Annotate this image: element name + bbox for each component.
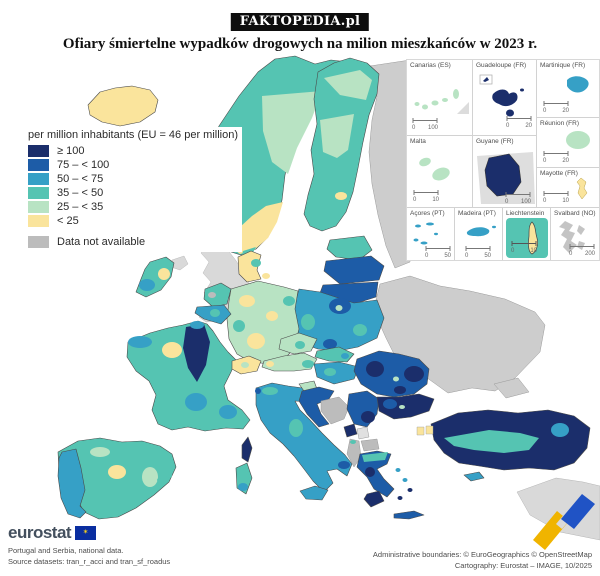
inset-svalbard bbox=[551, 208, 599, 260]
inset-reunion bbox=[537, 118, 599, 168]
legend-swatch bbox=[28, 201, 49, 213]
map-region-germany-center bbox=[266, 311, 278, 321]
reunion-island bbox=[563, 128, 595, 152]
map-region-albania-north bbox=[350, 440, 356, 444]
scale-bar: 0 20 bbox=[543, 108, 569, 114]
map-region-czechia-east bbox=[295, 341, 305, 349]
map-region-aegean-2 bbox=[403, 478, 408, 482]
inset-guyane bbox=[473, 136, 537, 208]
map-region-balearic-2 bbox=[166, 474, 172, 478]
map-region-finland-south bbox=[335, 192, 347, 200]
faktopedia-badge: FAKTOPEDIA.pl bbox=[231, 13, 369, 31]
page-title: Ofiary śmiertelne wypadków drogowych na milion mieszkańców w 2023 r. bbox=[62, 36, 538, 52]
map-region-latvia bbox=[324, 256, 384, 284]
legend-label: 50 – < 75 bbox=[57, 173, 104, 185]
map-region-austria-west bbox=[266, 361, 274, 367]
scale-bar: 0 10 bbox=[543, 198, 569, 204]
map-region-kosovo bbox=[357, 427, 369, 439]
map-region-cyprus bbox=[464, 472, 484, 481]
map-region-romania-west bbox=[366, 361, 384, 377]
map-region-france-southeast bbox=[219, 405, 237, 419]
map-region-spain-north bbox=[90, 447, 110, 457]
map-region-serbia bbox=[347, 391, 379, 427]
map-region-austria-east bbox=[302, 360, 314, 368]
mayotte-island bbox=[573, 176, 593, 202]
map-region-aegean-1 bbox=[396, 468, 401, 472]
legend-swatch bbox=[28, 173, 49, 185]
map-region-italy-nw bbox=[255, 388, 261, 394]
scale-bar: 0 20 bbox=[543, 158, 569, 164]
madeira-island bbox=[461, 222, 499, 244]
scale-bar: 0 50 bbox=[465, 253, 491, 259]
inset-panel bbox=[407, 60, 599, 260]
legend-swatch bbox=[28, 215, 49, 227]
map-region-denmark-east bbox=[251, 259, 261, 267]
legend-label: Data not available bbox=[57, 236, 146, 248]
legend-item bbox=[28, 173, 238, 185]
martinique-island bbox=[559, 72, 595, 98]
footer-note-1: Portugal and Serbia, national data. bbox=[8, 546, 124, 555]
map-region-sofia bbox=[399, 405, 405, 409]
scale-bar: 0 10 bbox=[413, 197, 439, 203]
legend-swatch bbox=[28, 159, 49, 171]
map-region-france-brittany bbox=[128, 336, 152, 348]
inset-label: Guadeloupe (FR) bbox=[476, 62, 527, 69]
map-region-aegean-3 bbox=[408, 488, 413, 492]
map-region-germany-east bbox=[283, 296, 295, 306]
map-region-france-paris bbox=[162, 342, 182, 358]
map-region-istanbul-1 bbox=[417, 427, 424, 435]
footer-notes bbox=[8, 545, 170, 567]
eurostat-wordmark: eurostat bbox=[8, 523, 72, 542]
map-region-istanbul-2 bbox=[426, 426, 433, 434]
scale-bar: 0 200 bbox=[569, 251, 595, 257]
legend-item bbox=[28, 159, 238, 171]
map-region-romania-south bbox=[394, 386, 406, 394]
map-region-balearic-1 bbox=[157, 478, 163, 482]
map-region-belgium-center bbox=[210, 309, 220, 317]
map-region-turkey-east bbox=[551, 423, 569, 437]
scale-bar: 0 50 bbox=[425, 253, 451, 259]
map-region-iceland bbox=[88, 86, 158, 126]
map-region-spain-east bbox=[142, 467, 158, 487]
inset-malta bbox=[407, 136, 473, 208]
footer-credit-1: Administrative boundaries: © EuroGeographics © OpenStreetMap bbox=[372, 550, 592, 559]
legend-item bbox=[28, 201, 238, 213]
malta-islands bbox=[415, 154, 465, 186]
map-region-bucharest bbox=[393, 377, 399, 382]
legend-label: < 25 bbox=[57, 215, 79, 227]
inset-canarias bbox=[407, 60, 473, 136]
map-region-denmark-island bbox=[262, 273, 270, 279]
map-region-greece-west bbox=[365, 467, 375, 477]
eu-flag-icon: ✶ bbox=[75, 526, 96, 540]
inset-label: Madeira (PT) bbox=[458, 210, 496, 217]
map-region-hungary-center bbox=[324, 368, 336, 376]
map-region-montenegro bbox=[344, 424, 357, 437]
map-region-romania-east bbox=[404, 366, 424, 382]
inset-label: Svalbard (NO) bbox=[554, 210, 596, 217]
inset-liechtenstein bbox=[503, 208, 551, 260]
map-region-crete bbox=[394, 511, 424, 519]
legend-swatch bbox=[28, 187, 49, 199]
map-region-poland-west bbox=[301, 314, 315, 330]
legend-gap bbox=[28, 229, 238, 236]
footer-note-2: Source datasets: tran_r_acci and tran_sf_roadus bbox=[8, 557, 171, 566]
inset-label: Liechtenstein bbox=[506, 210, 545, 217]
inset-guadeloupe bbox=[473, 60, 537, 136]
legend-title: per million inhabitants (EU = 46 per million) bbox=[28, 129, 239, 141]
map-region-germany-west bbox=[233, 320, 245, 332]
scale-bar: 0 100 bbox=[412, 125, 438, 131]
inset-acores bbox=[407, 208, 455, 260]
canarias-islands bbox=[411, 84, 469, 114]
map-region-italy-north bbox=[262, 387, 278, 395]
scale-bar: 0 10 bbox=[511, 248, 537, 254]
map-region-poland-east bbox=[353, 324, 367, 336]
map-region-switzerland-dot bbox=[241, 362, 249, 368]
map-region-netherlands-gray bbox=[208, 292, 216, 298]
map-region-ireland-west bbox=[139, 279, 155, 291]
inset-label: Canarias (ES) bbox=[410, 62, 451, 69]
inset-label: Açores (PT) bbox=[410, 210, 445, 217]
scale-bar: 0 20 bbox=[506, 123, 532, 129]
inset-mayotte bbox=[537, 168, 599, 208]
map-region-italy-center bbox=[289, 419, 303, 437]
legend-item bbox=[28, 145, 238, 157]
inset-label: Guyane (FR) bbox=[476, 138, 514, 145]
inset-label: Réunion (FR) bbox=[540, 120, 580, 127]
map-region-ireland-east bbox=[158, 268, 170, 280]
map-region-corsica bbox=[242, 437, 252, 462]
legend-swatch bbox=[28, 145, 49, 157]
map-region-hungary bbox=[314, 362, 359, 384]
inset-label: Malta bbox=[410, 138, 426, 145]
legend-label: 75 – < 100 bbox=[57, 159, 110, 171]
footer-credit-2: Cartography: Eurostat – IMAGE, 10/2025 bbox=[454, 561, 592, 570]
map-region-aegean-4 bbox=[398, 496, 403, 500]
map-region-france-nord bbox=[190, 321, 204, 329]
map-region-sardinia-south bbox=[238, 483, 248, 491]
legend-item bbox=[28, 215, 238, 227]
inset-madeira bbox=[455, 208, 503, 260]
scale-bar: 0 100 bbox=[505, 199, 531, 205]
map-region-germany-nw bbox=[239, 295, 255, 307]
eurostat-logo bbox=[8, 523, 96, 543]
legend-item bbox=[28, 187, 238, 199]
legend-label: 25 – < 35 bbox=[57, 201, 104, 213]
map-legend bbox=[26, 127, 242, 252]
map-region-france-massif bbox=[185, 393, 207, 411]
map-region-macedonia bbox=[361, 439, 379, 451]
map-region-poland-warsaw bbox=[336, 305, 343, 311]
acores-islands bbox=[410, 220, 452, 246]
map-region-italy-heel bbox=[338, 461, 350, 469]
map-region-germany-south bbox=[247, 333, 265, 349]
legend-label: 35 – < 50 bbox=[57, 187, 104, 199]
map-region-spain-madrid bbox=[108, 465, 126, 479]
legend-label: ≥ 100 bbox=[57, 145, 85, 157]
legend-item-no-data bbox=[28, 236, 238, 248]
map-region-serbia-south bbox=[361, 411, 375, 423]
legend-swatch bbox=[28, 236, 49, 248]
inset-martinique bbox=[537, 60, 599, 118]
footer-credits bbox=[373, 549, 592, 571]
inset-label: Martinique (FR) bbox=[540, 62, 586, 69]
map-region-slovakia-east bbox=[341, 353, 349, 359]
map-region-bulgaria-west bbox=[383, 399, 397, 409]
inset-label: Mayotte (FR) bbox=[540, 170, 578, 177]
